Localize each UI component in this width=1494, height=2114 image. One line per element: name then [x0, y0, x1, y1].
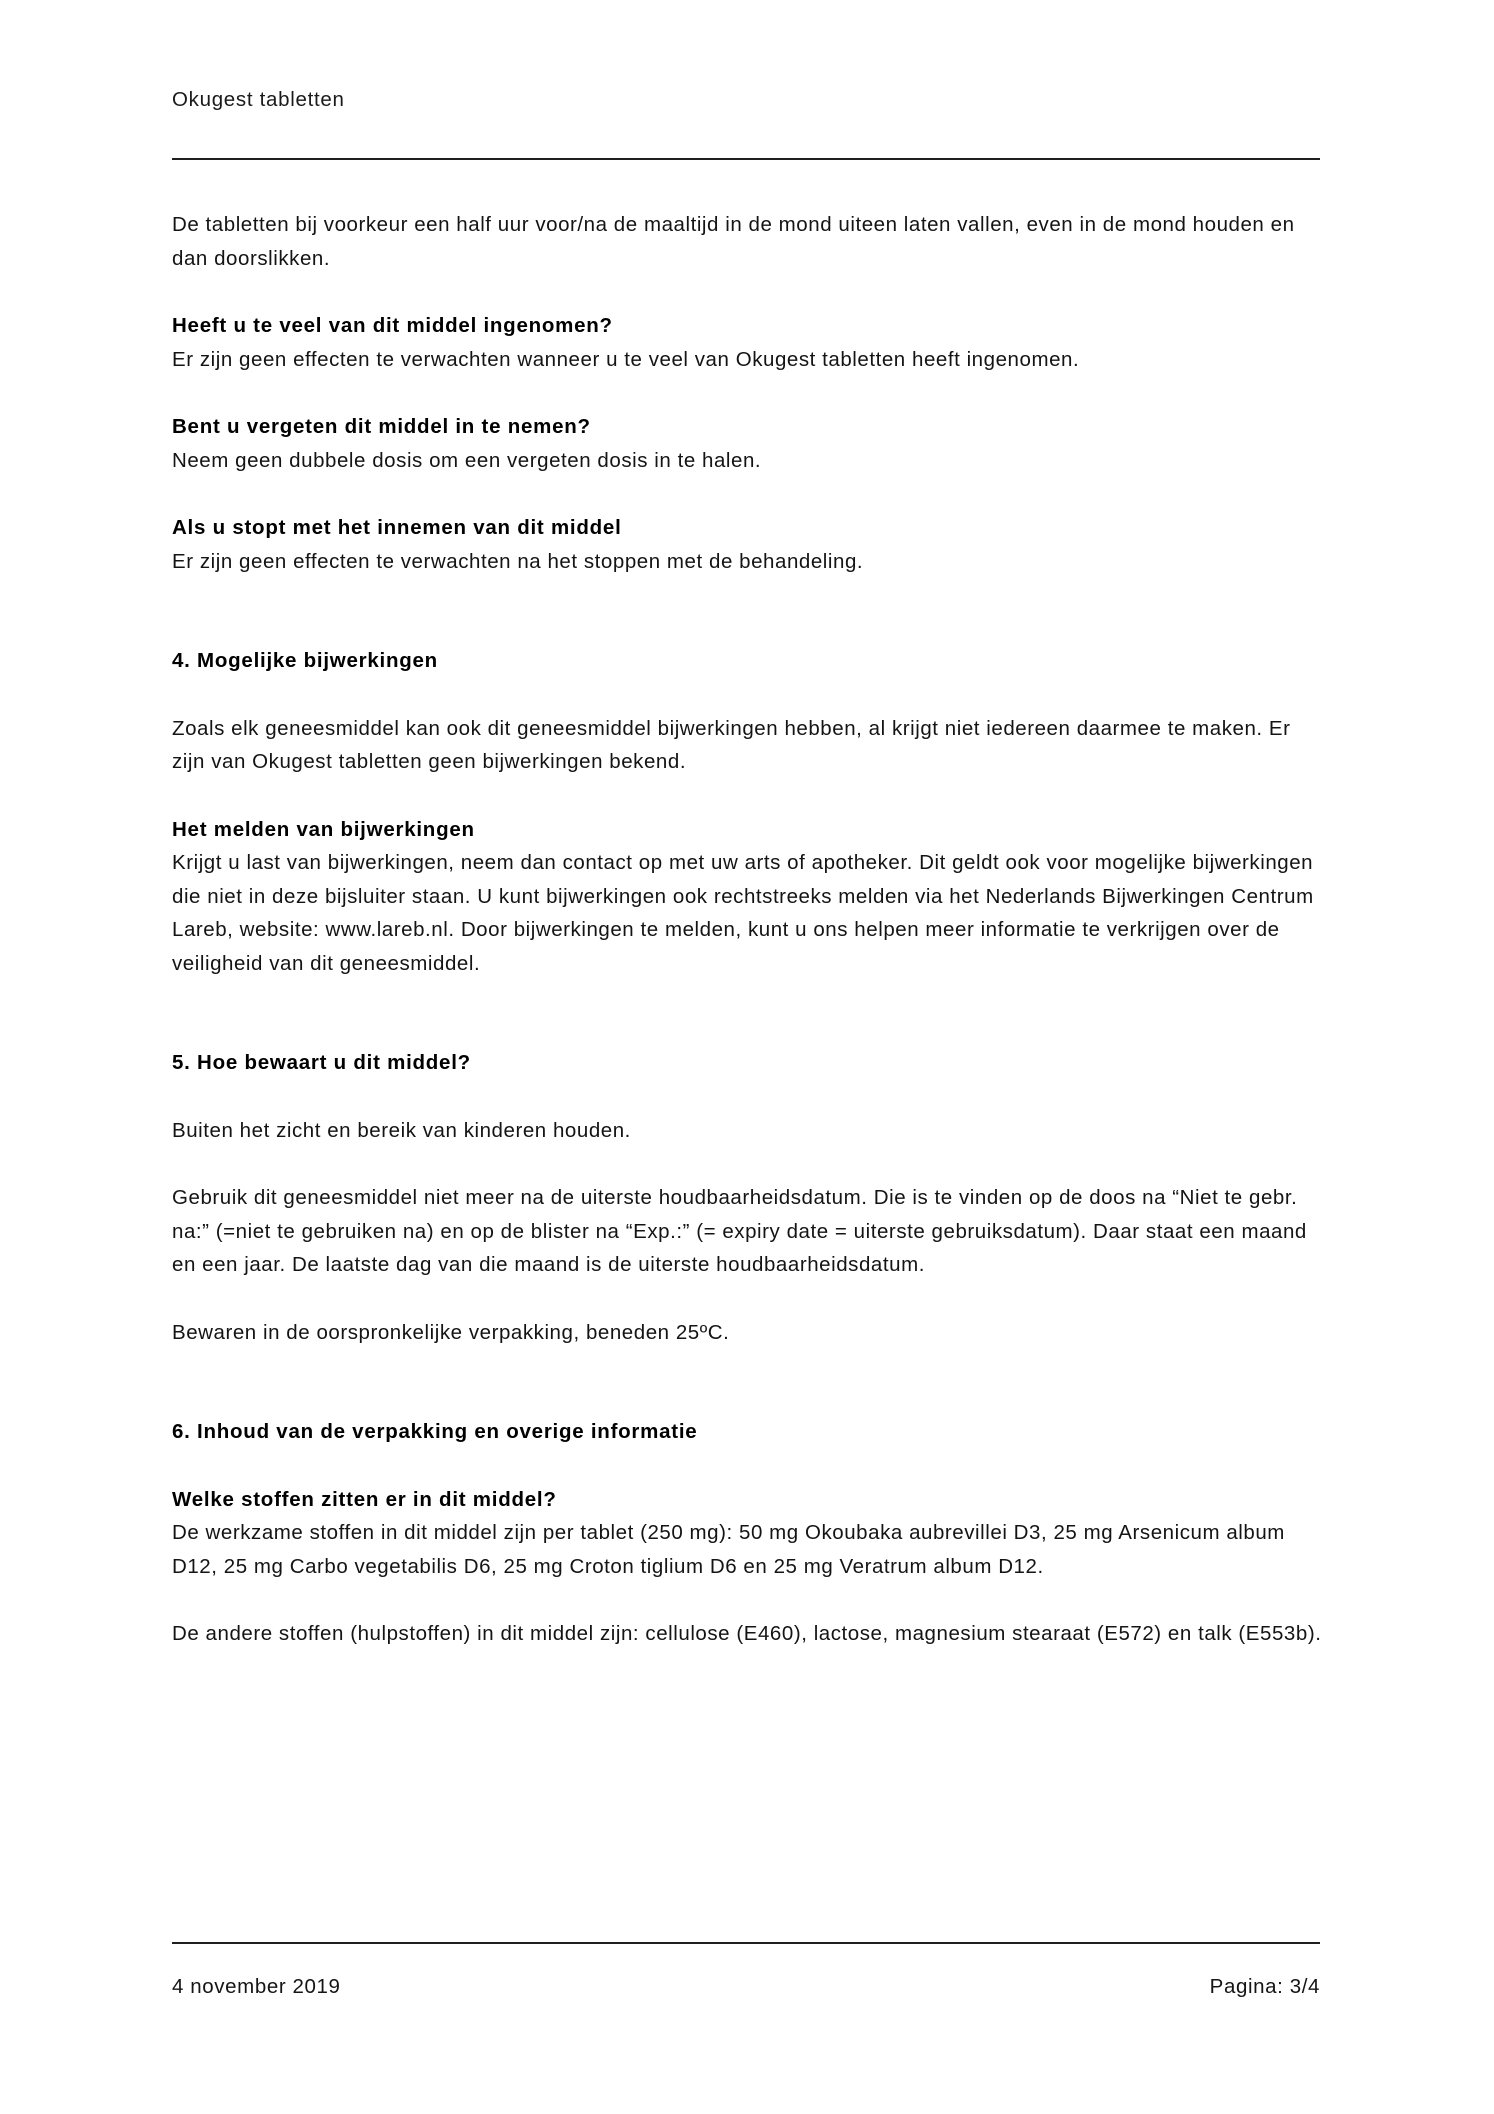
header-divider [172, 158, 1320, 160]
footer-page-number: Pagina: 3/4 [1209, 1975, 1320, 1998]
section-5-heading: 5. Hoe bewaart u dit middel? [172, 1051, 471, 1074]
footer-date: 4 november 2019 [172, 1975, 341, 1998]
expiry-paragraph: Gebruik dit geneesmiddel niet meer na de uiterste houdbaarheidsdatum. Die is te vinden op de doos na “Niet te gebr. na:” (=niet te gebruiken na) en op de blister na “Exp.:” (= expiry date = uiterste gebruiksdatum). Daar staat een maand en een jaar. De laatste dag van die maand is de uiterste houdbaarheidsdatum. [172, 1186, 1307, 1276]
spacer [172, 1583, 1322, 1617]
excipients-paragraph: De andere stoffen (hulpstoffen) in dit middel zijn: cellulose (E460), lactose, magnesium stearaat (E572) en talk (E553b). [172, 1622, 1322, 1645]
spacer [172, 477, 1322, 511]
missed-dose-heading: Bent u vergeten dit middel in te nemen? [172, 415, 591, 438]
spacer [172, 1349, 1322, 1415]
spacer [172, 275, 1322, 309]
document-header [172, 88, 1320, 113]
spacer [172, 779, 1322, 813]
storage-conditions-paragraph: Bewaren in de oorspronkelijke verpakking, beneden 25ºC. [172, 1320, 730, 1344]
missed-dose-paragraph: Neem geen dubbele dosis om een vergeten dosis in te halen. [172, 448, 762, 472]
reporting-paragraph: Krijgt u last van bijwerkingen, neem dan contact op met uw arts of apotheker. Dit geldt ook voor mogelijke bijwerkingen die niet in deze bijsluiter staan. U kunt bijwerkingen ook rechtstreeks melden via het Nederlands Bijwerkingen Centrum Lareb, website: www.lareb.nl. Door bijwerkingen te melden, kunt u ons helpen meer informatie te verkrijgen over de veiligheid van dit geneesmiddel. [172, 851, 1314, 975]
spacer [172, 980, 1322, 1046]
spacer [172, 1449, 1322, 1483]
document-footer [172, 1975, 1320, 1999]
spacer [172, 1147, 1322, 1181]
ingredients-heading: Welke stoffen zitten er in dit middel? [172, 1487, 557, 1511]
spacer [172, 1080, 1322, 1114]
section-4-paragraph: Zoals elk geneesmiddel kan ook dit geneesmiddel bijwerkingen hebben, al krijgt niet iedereen daarmee te maken. Er zijn van Okugest tabletten geen bijwerkingen bekend. [172, 716, 1291, 773]
overdose-paragraph: Er zijn geen effecten te verwachten wanneer u te veel van Okugest tabletten heeft ingenomen. [172, 347, 1080, 371]
footer-divider [172, 1942, 1320, 1944]
active-ingredients-paragraph: De werkzame stoffen in dit middel zijn per tablet (250 mg): 50 mg Okoubaka aubrevillei D3, 25 mg Arsenicum album D12, 25 mg Carbo vegetabilis D6, 25 mg Croton tiglium D6 en 25 mg Veratrum album D12. [172, 1521, 1285, 1578]
stopping-paragraph: Er zijn geen effecten te verwachten na het stoppen met de behandeling. [172, 549, 864, 573]
overdose-heading: Heeft u te veel van dit middel ingenomen? [172, 314, 613, 337]
intro-paragraph: De tabletten bij voorkeur een half uur voor/na de maaltijd in de mond uiteen laten vallen, even in de mond houden en dan doorslikken. [172, 213, 1295, 270]
section-4-heading: 4. Mogelijke bijwerkingen [172, 649, 438, 672]
spacer [172, 376, 1322, 410]
spacer [172, 678, 1322, 712]
document-body [172, 208, 1322, 1651]
spacer [172, 578, 1322, 644]
running-title: Okugest tabletten [172, 88, 345, 111]
section-6-heading: 6. Inhoud van de verpakking en overige informatie [172, 1420, 698, 1443]
stopping-heading: Als u stopt met het innemen van dit middel [172, 516, 622, 539]
spacer [172, 1282, 1322, 1316]
reporting-heading: Het melden van bijwerkingen [172, 817, 475, 841]
storage-children-paragraph: Buiten het zicht en bereik van kinderen houden. [172, 1118, 631, 1142]
